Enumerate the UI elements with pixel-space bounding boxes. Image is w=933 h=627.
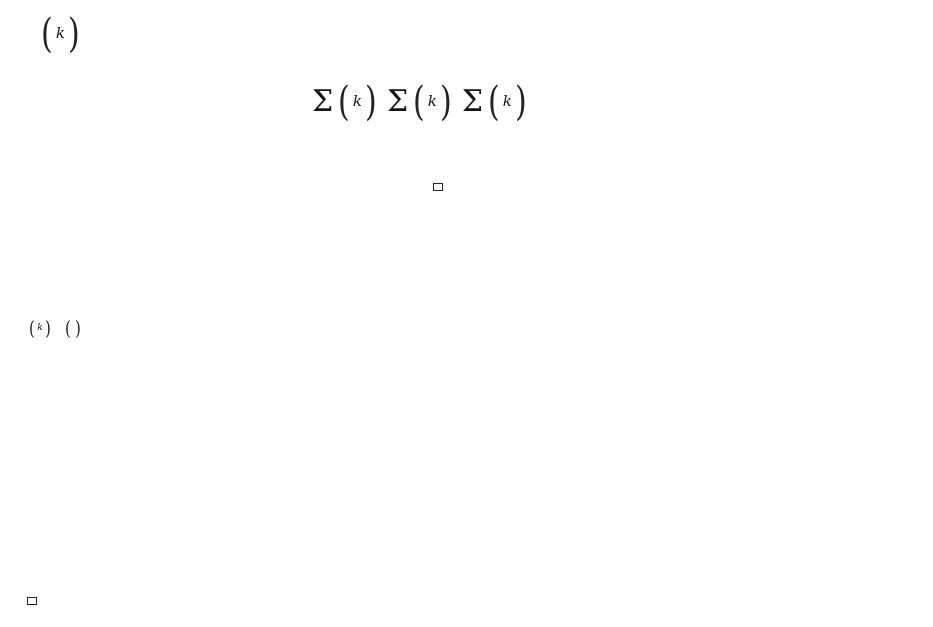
method1-intro-line (22, 11, 83, 57)
method1-equation-line3 (428, 178, 443, 195)
boxed-answer (433, 183, 443, 191)
final-boxed-answer (27, 597, 37, 605)
binomial-20-k: ( k ) (488, 79, 527, 125)
binomial-20-k: ( k ) (413, 79, 452, 125)
method2-intro (48, 234, 53, 251)
binomial-20-k: ( k ) (338, 79, 377, 125)
sum-symbol: Σ (461, 83, 484, 119)
sum-symbol: Σ (312, 83, 334, 119)
sum-symbol: Σ (386, 83, 409, 119)
using-identity-line: ( k ) ( ) (29, 316, 81, 340)
binomial-20-k: ( k ) (41, 11, 80, 57)
final-line (22, 592, 37, 609)
method1-equation-line1 (310, 79, 529, 125)
